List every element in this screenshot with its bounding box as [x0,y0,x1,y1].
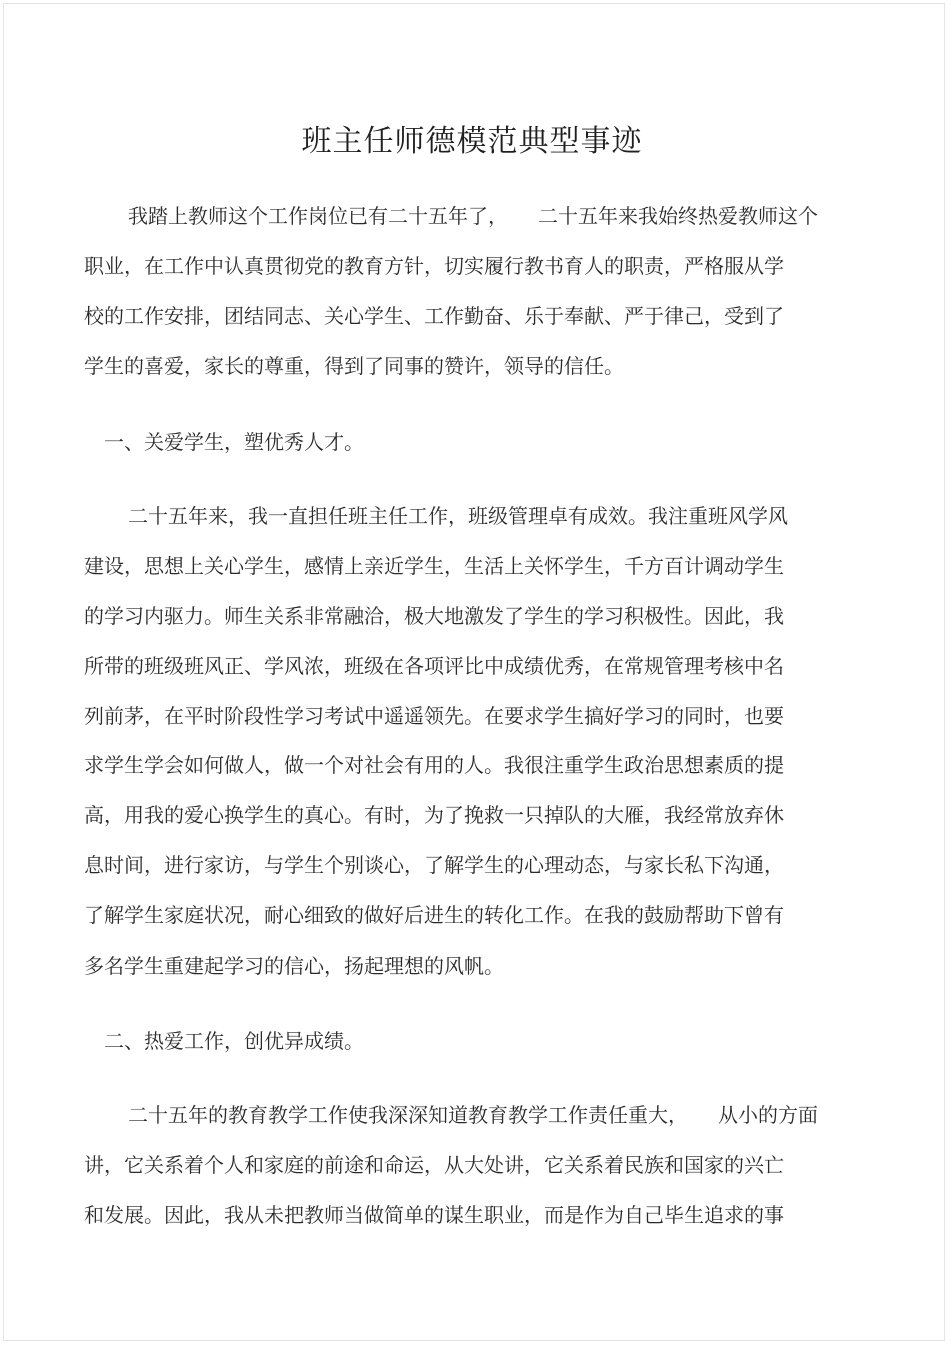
paragraph-line: 学生的喜爱，家长的尊重，得到了同事的赞许，领导的信任。 [84,354,624,378]
paragraph-line: 和发展。因此，我从未把教师当做简单的谋生职业，而是作为自己毕生追求的事 [84,1203,784,1227]
paragraph-line: 高，用我的爱心换学生的真心。有时，为了挽救一只掉队的大雁，我经常放弃休 [84,803,784,827]
document-title: 班主任师德模范典型事迹 [301,124,643,159]
paragraph-line: 列前茅，在平时阶段性学习考试中遥遥领先。在要求学生搞好学习的同时，也要 [84,704,784,728]
paragraph-line: 求学生学会如何做人，做一个对社会有用的人。我很注重学生政治思想素质的提 [84,753,784,777]
paragraph-line: 二十五年来，我一直担任班主任工作，班级管理卓有成效。我注重班风学风 [128,504,788,528]
paragraph-line: 的学习内驱力。师生关系非常融洽，极大地激发了学生的学习积极性。因此，我 [84,604,784,628]
paragraph-line: 二十五年的教育教学工作使我深深知道教育教学工作责任重大， 从小的方面 [128,1103,818,1127]
paragraph-line: 息时间，进行家访，与学生个别谈心，了解学生的心理动态，与家长私下沟通， [84,853,784,877]
paragraph-line: 校的工作安排，团结同志、关心学生、工作勤奋、乐于奉献、严于律己，受到了 [84,304,784,328]
paragraph-line: 所带的班级班风正、学风浓，班级在各项评比中成绩优秀，在常规管理考核中名 [84,654,784,678]
paragraph-line: 我踏上教师这个工作岗位已有二十五年了， 二十五年来我始终热爱教师这个 [128,204,818,228]
section-heading: 二、热爱工作，创优异成绩。 [104,1029,364,1053]
paragraph-line: 建设，思想上关心学生，感情上亲近学生，生活上关怀学生，千方百计调动学生 [84,554,784,578]
paragraph-line: 职业，在工作中认真贯彻党的教育方针，切实履行教书育人的职责，严格服从学 [84,254,784,278]
paragraph-line: 多名学生重建起学习的信心，扬起理想的风帆。 [84,954,504,978]
paragraph-line: 了解学生家庭状况，耐心细致的做好后进生的转化工作。在我的鼓励帮助下曾有 [84,903,784,927]
section-heading: 一、关爱学生，塑优秀人才。 [104,430,364,454]
paragraph-line: 讲，它关系着个人和家庭的前途和命运，从大处讲，它关系着民族和国家的兴亡 [84,1153,784,1177]
